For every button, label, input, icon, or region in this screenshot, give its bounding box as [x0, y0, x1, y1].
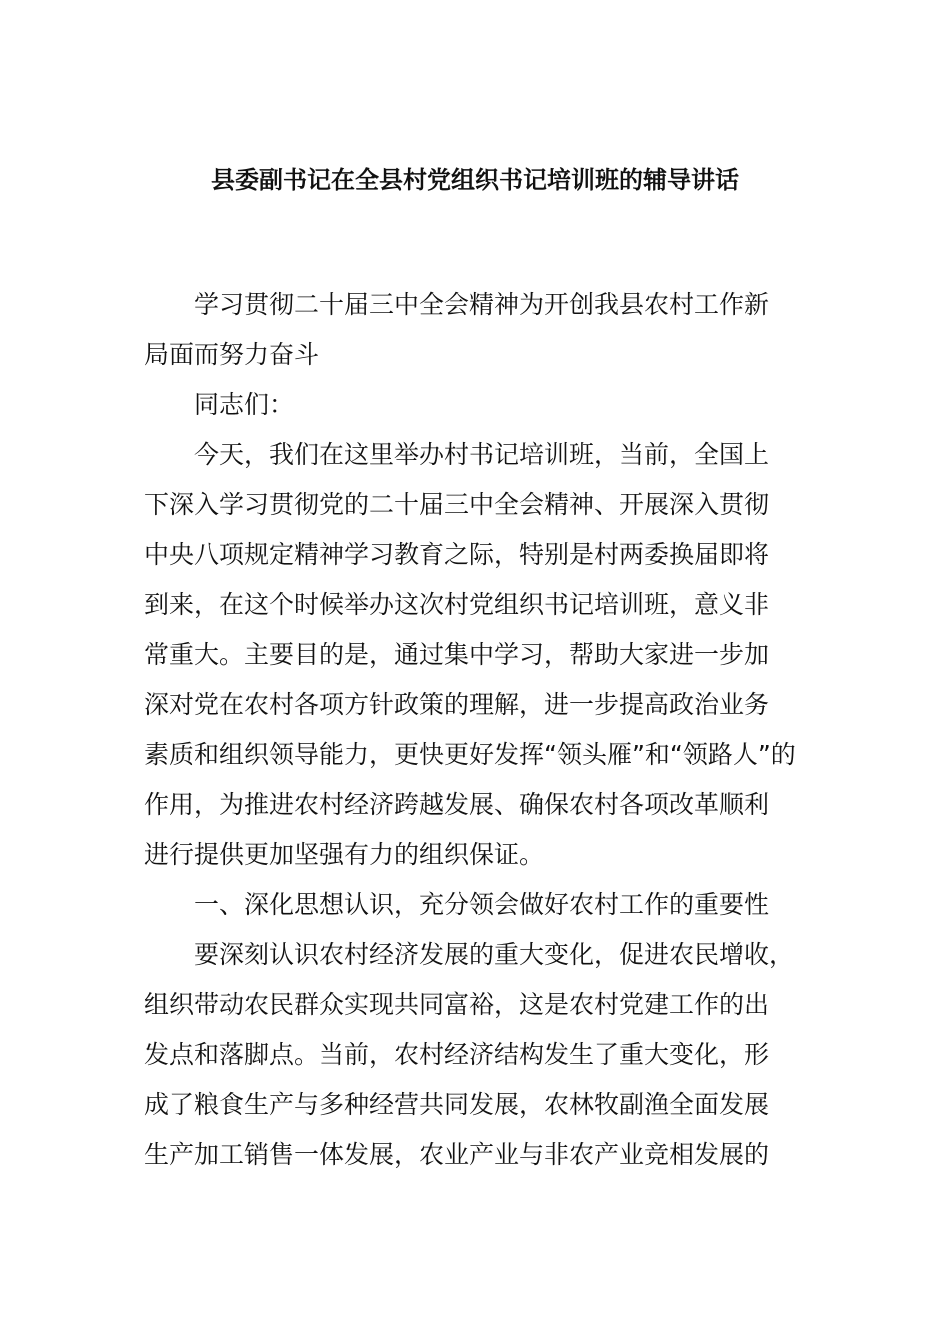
- text-line: 中央八项规定精神学习教育之际，特别是村两委换届即将: [144, 540, 770, 569]
- text-line: 作用，为推进农村经济跨越发展、确保农村各项改革顺利: [144, 790, 770, 819]
- text-line: 今天，我们在这里举办村书记培训班，当前，全国上: [194, 440, 770, 469]
- text-line: 深对党在农村各项方针政策的理解，进一步提高政治业务: [144, 690, 770, 719]
- text-line: 下深入学习贯彻党的二十届三中全会精神、开展深入贯彻: [144, 490, 770, 519]
- text-line: 同志们：: [194, 390, 295, 419]
- text-line: 一、深化思想认识，充分领会做好农村工作的重要性: [194, 890, 770, 919]
- text-line: 到来，在这个时候举办这次村党组织书记培训班，意义非: [144, 590, 770, 619]
- text-line: 生产加工销售一体发展，农业产业与非农产业竞相发展的: [144, 1140, 770, 1169]
- text-line: 素质和组织领导能力，更快更好发挥“领头雁”和“领路人”的: [144, 740, 796, 769]
- document-title: 县委副书记在全县村党组织书记培训班的辅导讲话: [211, 166, 739, 194]
- text-line: 常重大。主要目的是，通过集中学习，帮助大家进一步加: [144, 640, 770, 669]
- text-line: 要深刻认识农村经济发展的重大变化，促进农民增收，: [194, 940, 795, 969]
- text-line: 学习贯彻二十届三中全会精神为开创我县农村工作新: [194, 290, 770, 319]
- text-line: 局面而努力奋斗: [144, 340, 320, 369]
- text-line: 成了粮食生产与多种经营共同发展，农林牧副渔全面发展: [144, 1090, 770, 1119]
- document-body: [144, 280, 834, 1180]
- text-line: 进行提供更加坚强有力的组织保证。: [144, 840, 545, 869]
- text-line: 发点和落脚点。当前，农村经济结构发生了重大变化，形: [144, 1040, 770, 1069]
- text-line: 组织带动农民群众实现共同富裕，这是农村党建工作的出: [144, 990, 770, 1019]
